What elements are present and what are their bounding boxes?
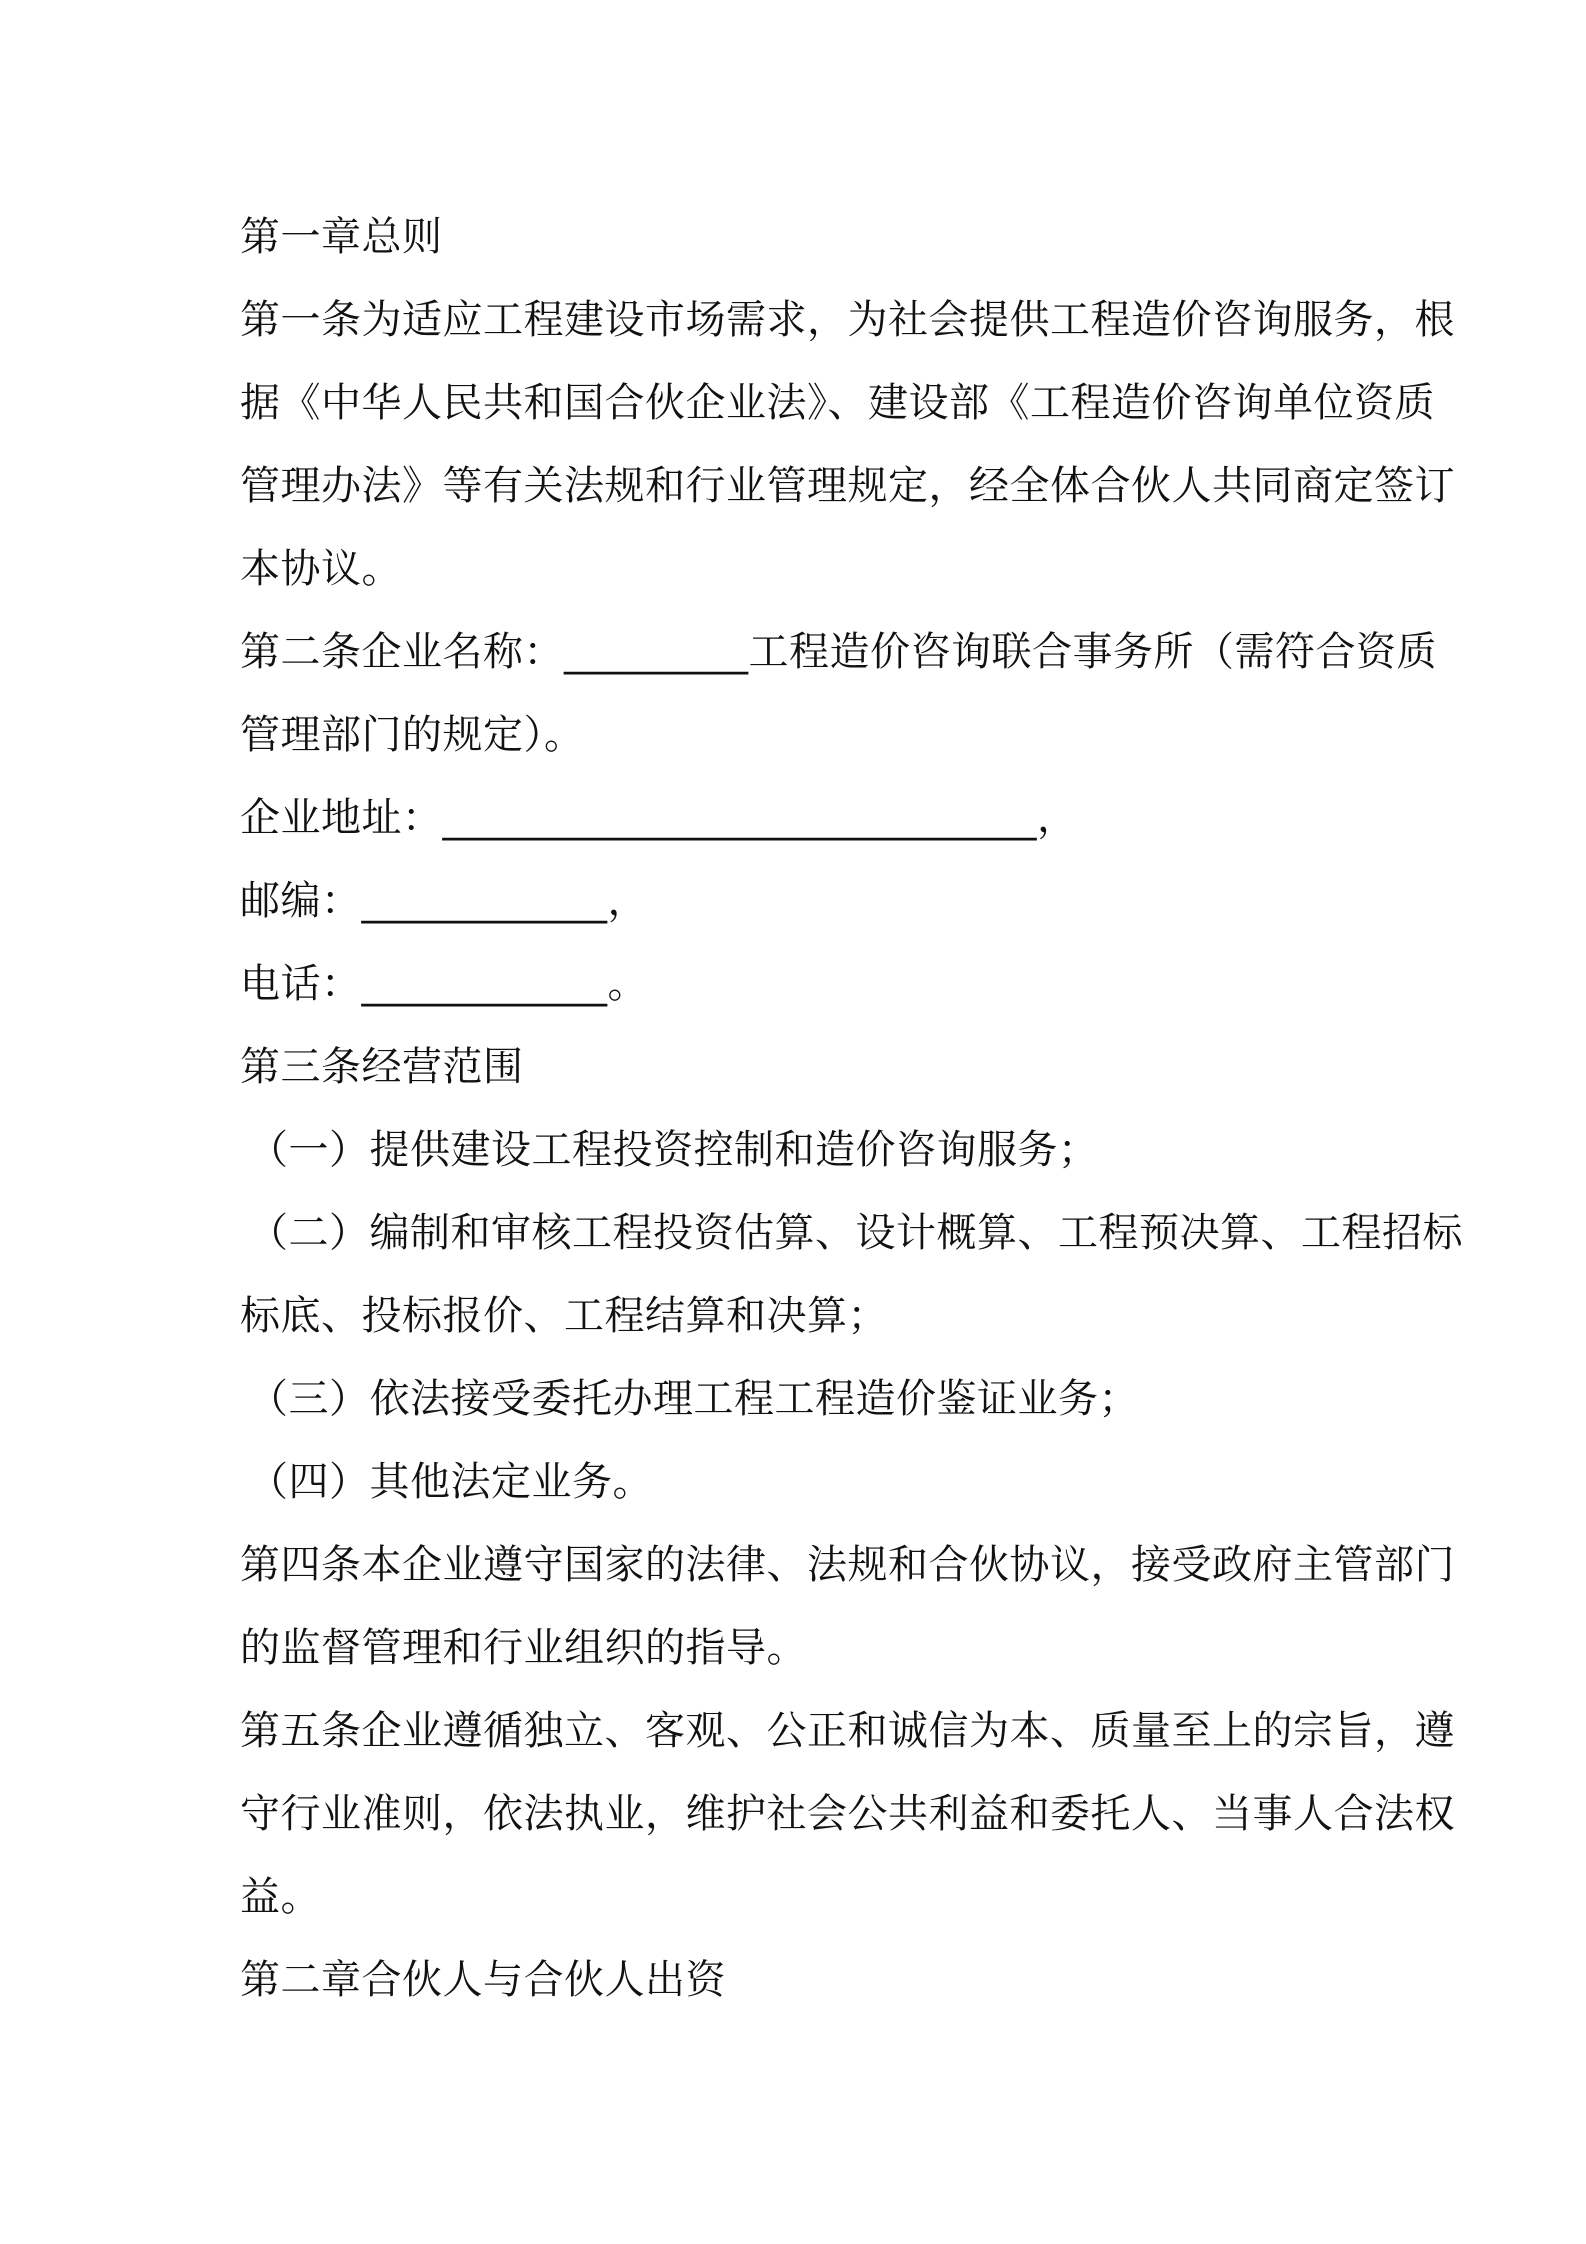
- article-3-heading: 第三条经营范围: [240, 1044, 524, 1090]
- company-address-line: 企业地址：_____________________________，: [240, 795, 1078, 841]
- scope-item-2-line-2: 标底、投标报价、工程结算和决算；: [240, 1293, 888, 1339]
- chapter-2-heading: 第二章合伙人与合伙人出资: [240, 1957, 726, 2003]
- chapter-1-heading: 第一章总则: [240, 214, 443, 260]
- scope-item-4: （四）其他法定业务。: [248, 1459, 653, 1505]
- scope-item-3: （三）依法接受委托办理工程工程造价鉴证业务；: [248, 1376, 1139, 1422]
- article-1-line-4: 本协议。: [240, 546, 402, 592]
- scope-item-1: （一）提供建设工程投资控制和造价咨询服务；: [248, 1127, 1099, 1173]
- article-5-line-3: 益。: [240, 1874, 321, 1920]
- postcode-line: 邮编：____________，: [240, 878, 648, 924]
- article-1-line-1: 第一条为适应工程建设市场需求，为社会提供工程造价咨询服务，根: [240, 297, 1455, 343]
- article-1-line-3: 管理办法》等有关法规和行业管理规定，经全体合伙人共同商定签订: [240, 463, 1455, 509]
- article-4-line-2: 的监督管理和行业组织的指导。: [240, 1625, 807, 1671]
- article-1-line-2: 据《中华人民共和国合伙企业法》、建设部《工程造价咨询单位资质: [240, 380, 1435, 426]
- scope-item-2-line-1: （二）编制和审核工程投资估算、设计概算、工程预决算、工程招标: [248, 1210, 1463, 1256]
- phone-line: 电话：____________。: [240, 961, 648, 1007]
- document-body: [240, 196, 1463, 2022]
- article-4-line-1: 第四条本企业遵守国家的法律、法规和合伙协议，接受政府主管部门: [240, 1542, 1455, 1588]
- article-2-line-1: 第二条企业名称：_________工程造价咨询联合事务所（需符合资质: [240, 629, 1437, 675]
- article-5-line-2: 守行业准则，依法执业，维护社会公共利益和委托人、当事人合法权: [240, 1791, 1455, 1837]
- article-5-line-1: 第五条企业遵循独立、客观、公正和诚信为本、质量至上的宗旨，遵: [240, 1708, 1455, 1754]
- article-2-line-2: 管理部门的规定）。: [240, 712, 585, 758]
